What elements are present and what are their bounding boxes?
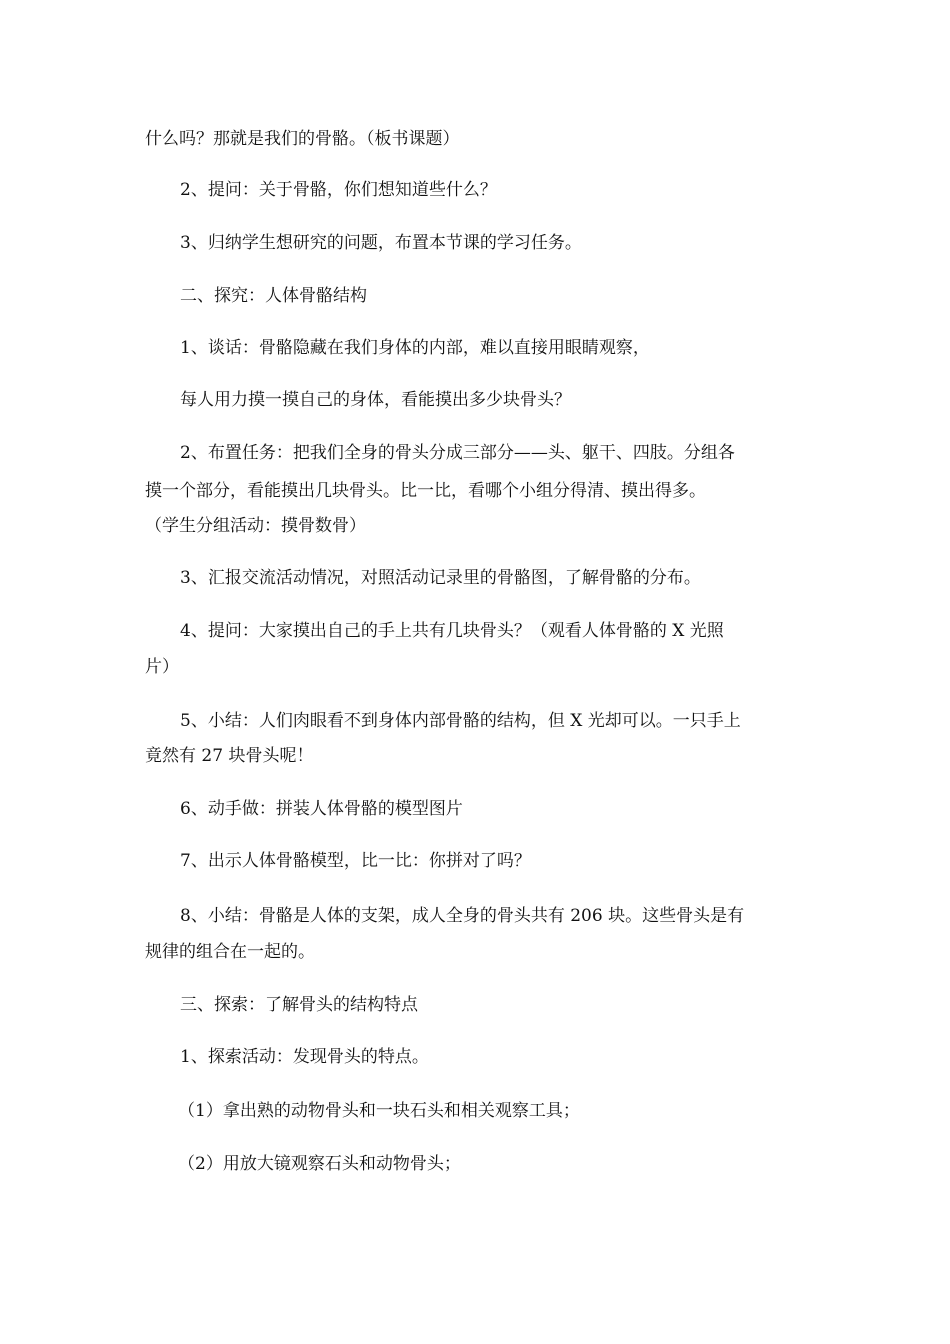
text-line: 什么吗？那就是我们的骨骼。（板书课题） xyxy=(145,129,460,149)
text-line: 1、探索活动：发现骨头的特点。 xyxy=(180,1047,429,1067)
text-line: 8、小结：骨骼是人体的支架，成人全身的骨头共有 206 块。这些骨头是有 xyxy=(180,906,745,926)
text-line: （学生分组活动：摸骨数骨） xyxy=(145,516,366,536)
text-line: 4、提问：大家摸出自己的手上共有几块骨头？（观看人体骨骼的 X 光照 xyxy=(180,621,724,641)
text-line: 规律的组合在一起的。 xyxy=(145,942,315,962)
text-line: 6、动手做：拼装人体骨骼的模型图片 xyxy=(180,799,463,819)
text-line: 2、布置任务：把我们全身的骨头分成三部分——头、躯干、四肢。分组各 xyxy=(180,443,735,463)
text-line: 每人用力摸一摸自己的身体，看能摸出多少块骨头？ xyxy=(180,390,571,410)
text-line: 竟然有 27 块骨头呢！ xyxy=(145,746,314,766)
text-line: 摸一个部分，看能摸出几块骨头。比一比，看哪个小组分得清、摸出得多。 xyxy=(145,481,706,501)
text-line: 7、出示人体骨骼模型，比一比：你拼对了吗？ xyxy=(180,851,531,871)
text-line: 2、提问：关于骨骼，你们想知道些什么？ xyxy=(180,180,497,200)
text-line: 3、归纳学生想研究的问题，布置本节课的学习任务。 xyxy=(180,233,582,253)
text-line: 3、汇报交流活动情况，对照活动记录里的骨骼图，了解骨骼的分布。 xyxy=(180,568,701,588)
section-heading: 二、探究：人体骨骼结构 xyxy=(180,286,367,306)
text-line: （2）用放大镜观察石头和动物骨头； xyxy=(178,1154,461,1174)
text-line: 5、小结：人们肉眼看不到身体内部骨骼的结构，但 X 光却可以。一只手上 xyxy=(180,711,741,731)
section-heading: 三、探索：了解骨头的结构特点 xyxy=(180,995,418,1015)
text-line: 片） xyxy=(145,657,179,677)
text-line: 1、谈话：骨骼隐藏在我们身体的内部，难以直接用眼睛观察， xyxy=(180,338,650,358)
text-line: （1）拿出熟的动物骨头和一块石头和相关观察工具； xyxy=(178,1101,580,1121)
